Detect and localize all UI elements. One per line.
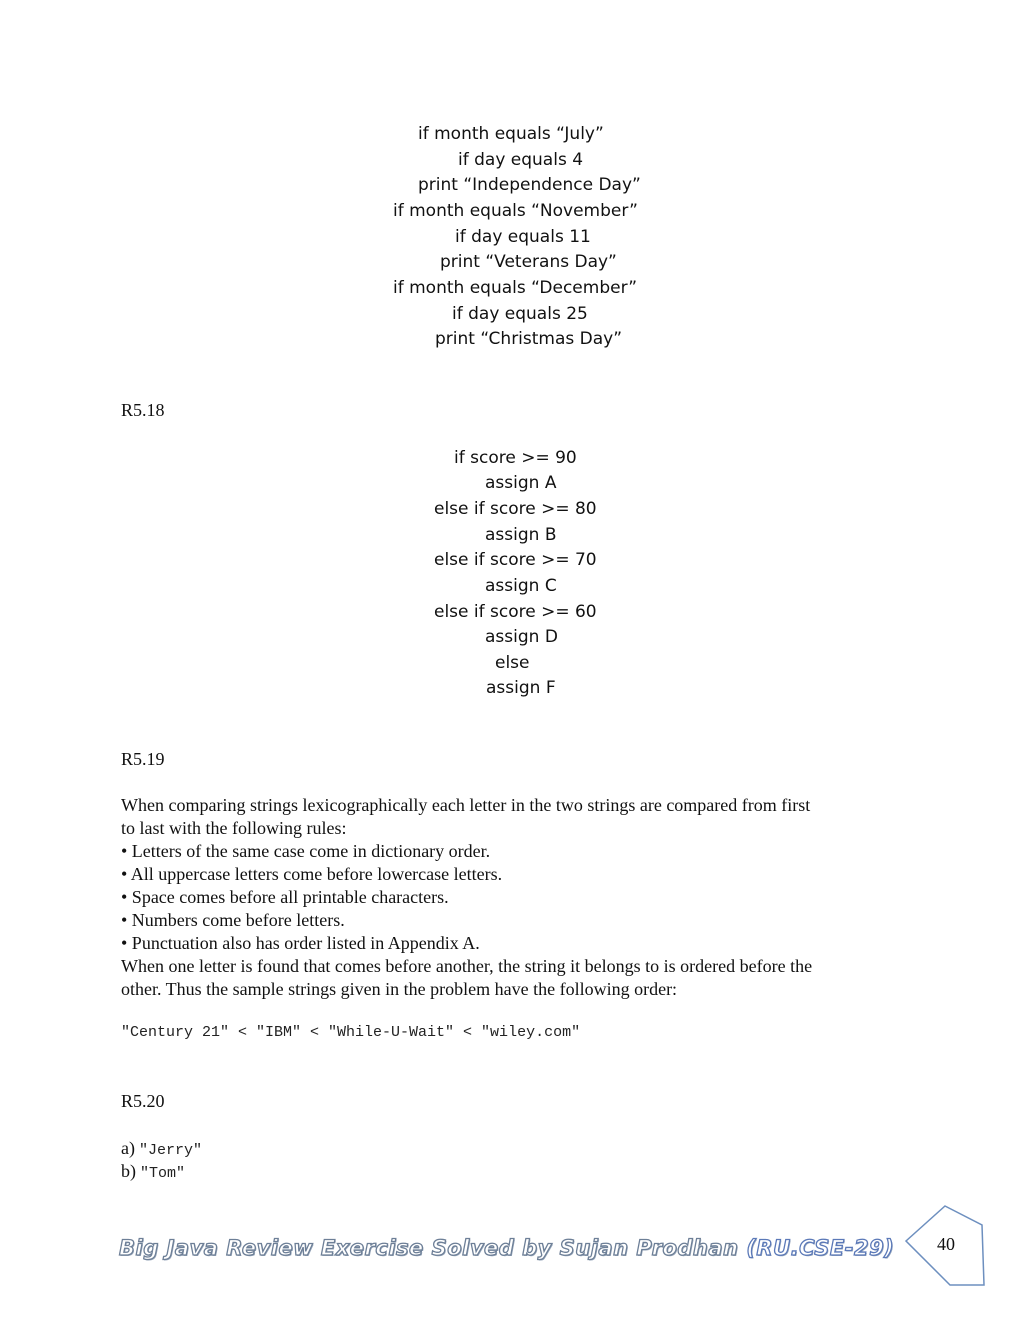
code-line: if month equals “December” [393,278,638,298]
code-line: if month equals “July” [418,124,604,144]
section-heading-r519: R5.19 [121,749,165,769]
code-line: if day equals 4 [458,150,584,170]
paragraph-line: other. Thus the sample strings given in the problem have the following order: [121,979,678,999]
page-number: 40 [937,1234,955,1254]
comparison-rules-paragraph [121,794,911,1001]
paragraph-line: When one letter is found that comes before another, the string it belongs to is ordered before the [121,956,813,976]
answer-label: a) [121,1138,135,1158]
code-line: assign A [485,473,557,493]
code-line: assign C [485,576,557,596]
rule-item: • Space comes before all printable characters. [121,887,449,907]
code-line: if day equals 11 [455,227,591,247]
answer-item [121,1138,202,1159]
code-line: else if score >= 80 [434,499,597,519]
footer-credit-text: Big Java Review Exercise Solved by Sujan Prodhan [119,1236,747,1260]
footer-credit-tag: (RU.CSE-29) [746,1236,895,1260]
code-line: else [495,653,530,673]
code-line: assign F [486,678,556,698]
rule-item: • All uppercase letters come before lowercase letters. [121,864,503,884]
code-line: if score >= 90 [454,448,577,468]
answer-value: "Jerry" [138,1142,202,1159]
section-heading-r518: R5.18 [121,400,165,420]
string-order-code: "Century 21" < "IBM" < "While-U-Wait" < "wiley.com" [121,1024,581,1041]
answer-value: "Tom" [140,1165,186,1182]
paragraph-line: to last with the following rules: [121,818,347,838]
paragraph-line: When comparing strings lexicographically each letter in the two strings are compared from first [121,795,811,815]
rule-item: • Letters of the same case come in dictionary order. [121,841,491,861]
code-line: if day equals 25 [452,304,588,324]
code-line: print “Veterans Day” [440,252,617,272]
rule-item: • Punctuation also has order listed in Appendix A. [121,933,480,953]
code-line: print “Independence Day” [418,175,641,195]
code-line: else if score >= 70 [434,550,597,570]
footer-credit [119,1236,894,1260]
code-line: else if score >= 60 [434,602,597,622]
section-heading-r520: R5.20 [121,1091,165,1111]
code-line: assign B [485,525,557,545]
code-line: if month equals “November” [393,201,638,221]
code-line: print “Christmas Day” [435,329,623,349]
answer-item [121,1161,185,1182]
rule-item: • Numbers come before letters. [121,910,345,930]
answer-label: b) [121,1161,136,1181]
code-line: assign D [485,627,558,647]
